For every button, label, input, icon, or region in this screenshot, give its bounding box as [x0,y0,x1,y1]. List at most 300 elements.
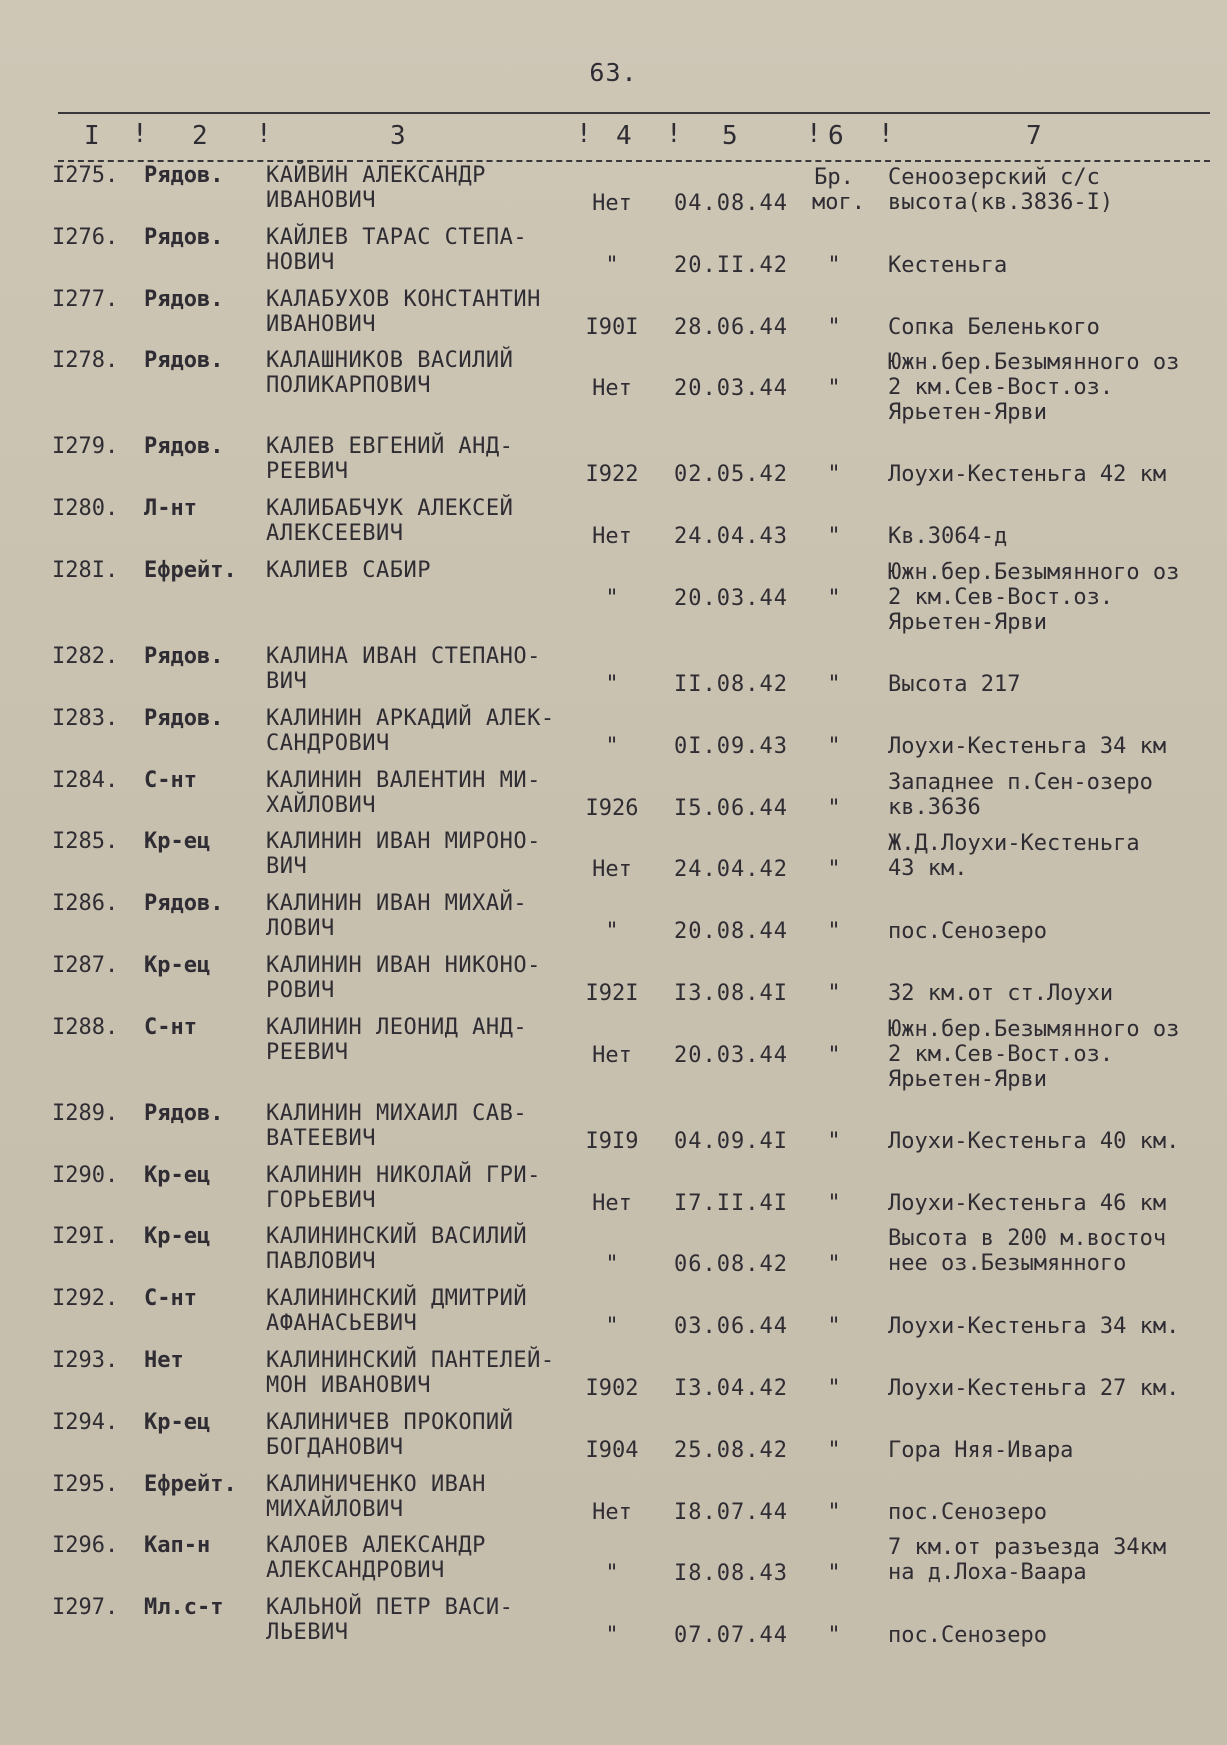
table-row [0,558,1227,644]
burial-place [888,1226,1166,1276]
full-name [266,829,541,879]
full-name-line: ХАЙЛОВИЧ [266,792,376,818]
column-header-6: 6 [828,121,846,151]
record-number: I280. [52,496,119,522]
burial-type [812,376,856,401]
burial-type-line: " [827,1623,841,1649]
full-name-line: АФАНАСЬЕВИЧ [266,1311,418,1337]
full-name-line: РОВИЧ [266,977,335,1003]
full-name-line: КАЛИНА ИВАН СТЕПАНО- [266,643,541,669]
burial-place [888,350,1179,425]
burial-place-line: Лоухи-Кестеньга 42 км [888,462,1167,488]
burial-place-line: Южн.бер.Безымянного оз [888,350,1180,376]
birth-year: " [605,671,619,697]
full-name-line: РЕЕВИЧ [266,459,349,485]
military-rank: Рядов. [144,224,224,250]
casualty-list [0,163,1227,1657]
full-name-line: КАЛИНИНСКИЙ ВАСИЛИЙ [266,1224,528,1250]
burial-place-line: Лоухи-Кестеньга 34 км [888,733,1167,759]
burial-type [812,919,856,944]
death-date: 03.06.44 [674,1314,788,1340]
burial-place [888,1535,1166,1585]
military-rank: Рядов. [144,163,224,188]
full-name [266,1015,527,1065]
burial-place-line: пос.Сенозеро [888,1623,1047,1649]
table-row [0,706,1227,768]
burial-place [888,1017,1179,1092]
burial-type-line: " [827,1128,841,1154]
table-row [0,644,1227,706]
burial-place [888,462,1166,487]
burial-place-line: Лоухи-Кестеньга 46 км [888,1190,1167,1216]
burial-place [888,315,1100,340]
header-top-rule [58,112,1210,114]
full-name-line: КАЛИНИЧЕНКО ИВАН [266,1471,486,1497]
birth-year: " [605,919,619,945]
full-name [266,891,527,941]
record-number: I278. [52,348,119,374]
burial-type [812,1043,856,1068]
column-header-4: 4 [616,121,634,151]
death-date: I8.07.44 [674,1499,788,1525]
death-date: 28.06.44 [674,314,788,340]
birth-year: I922 [585,462,639,488]
full-name [266,496,513,546]
burial-type-line: " [827,1375,841,1401]
full-name-line: САНДРОВИЧ [266,730,390,756]
full-name [266,1101,527,1151]
full-name [266,1348,555,1398]
birth-year: Нет [592,1190,632,1216]
burial-place [888,1129,1179,1154]
burial-type [812,1376,856,1401]
birth-year: Нет [592,191,632,216]
burial-place [888,1623,1047,1648]
death-date: 20.II.42 [674,252,788,278]
table-row [0,1101,1227,1163]
burial-type [812,672,856,697]
burial-place [888,734,1166,759]
table-row [0,496,1227,558]
table-row [0,1595,1227,1657]
full-name-line: КАЛИНИН НИКОЛАЙ ГРИ- [266,1162,541,1188]
death-date: 04.09.4I [674,1128,788,1154]
burial-place [888,1500,1047,1525]
birth-year: " [605,1314,619,1340]
burial-type-line: " [827,462,841,488]
burial-place [888,1438,1073,1463]
burial-place-line: кв.3636 [888,794,981,820]
full-name-line: ГОРЬЕВИЧ [266,1187,376,1213]
full-name-line: РЕЕВИЧ [266,1039,349,1065]
burial-place [888,672,1020,697]
burial-type-line: " [827,585,841,611]
record-number: I282. [52,643,119,669]
burial-type [812,315,856,340]
burial-place [888,770,1153,820]
death-date: 20.03.44 [674,376,788,402]
column-header-5: 5 [722,121,740,151]
burial-place-line: высота(кв.3836-I) [888,190,1114,215]
full-name-line: КАЛИЕВ САБИР [266,557,431,583]
burial-place [888,831,1140,881]
burial-place-line: Лоухи-Кестеньга 34 км. [888,1314,1180,1340]
burial-type-line: " [827,1561,841,1587]
burial-place [888,981,1113,1006]
military-rank: С-нт [144,1014,197,1040]
header-bottom-rule [58,160,1210,162]
death-date: 02.05.42 [674,462,788,488]
burial-place-line: Южн.бер.Безымянного оз [888,559,1180,585]
burial-type [812,1314,856,1339]
full-name [266,163,486,213]
burial-type [812,857,856,882]
burial-type-line: " [827,671,841,697]
burial-type-line: " [827,376,841,402]
birth-year: Нет [592,1042,632,1068]
column-header-2: 2 [192,121,210,151]
burial-type-line: " [827,252,841,278]
death-date: 20.03.44 [674,585,788,611]
death-date: 20.03.44 [674,1042,788,1068]
full-name [266,1533,486,1583]
burial-place-line: 43 км. [888,856,968,882]
military-rank: Ефрейт. [144,1471,237,1497]
full-name-line: ВИЧ [266,668,308,694]
burial-type-line: " [827,314,841,340]
full-name-line: КАЛИНИН МИХАИЛ САВ- [266,1100,528,1126]
birth-year: " [605,733,619,759]
full-name-line: ПАВЛОВИЧ [266,1249,376,1275]
burial-type [812,1438,856,1463]
military-rank: Рядов. [144,1100,224,1126]
burial-place-line: Ж.Д.Лоухи-Кестеньга [888,831,1140,857]
military-rank: Кр-ец [144,1162,211,1188]
death-date: I3.04.42 [674,1375,788,1401]
birth-year: I90I [585,314,639,340]
record-number: I292. [52,1286,119,1312]
full-name [266,1410,513,1460]
birth-year: I904 [585,1437,639,1463]
full-name-line: КАЛИНИН ИВАН МИРОНО- [266,829,541,855]
full-name-line: КАЛЕВ ЕВГЕНИЙ АНД- [266,434,514,460]
full-name [266,348,513,398]
table-row [0,348,1227,434]
full-name-line: КАЛАБУХОВ КОНСТАНТИН [266,286,541,312]
death-date: 04.08.44 [674,191,788,216]
burial-type-line: " [827,980,841,1006]
table-row [0,225,1227,287]
burial-type [812,462,856,487]
burial-place-line: 2 км.Сев-Вост.оз. [888,375,1114,401]
military-rank: Л-нт [144,496,197,522]
burial-type [812,1252,856,1277]
full-name-line: ЛОВИЧ [266,916,335,942]
military-rank: Рядов. [144,434,224,460]
full-name [266,1286,527,1336]
burial-place-line: Ярьетен-Ярви [888,609,1047,635]
full-name-line: КАЛИНИНСКИЙ ПАНТЕЛЕЙ- [266,1347,555,1373]
death-date: I8.08.43 [674,1561,788,1587]
full-name [266,287,541,337]
table-row [0,434,1227,496]
record-number: I294. [52,1409,119,1435]
record-number: I290. [52,1162,119,1188]
full-name-line: КАЛИНИН ИВАН НИКОНО- [266,952,541,978]
burial-place-line: Лоухи-Кестеньга 40 км. [888,1128,1180,1154]
burial-place-line: 32 км.от ст.Лоухи [888,980,1114,1006]
birth-year: I902 [585,1375,639,1401]
burial-place-line: Лоухи-Кестеньга 27 км. [888,1375,1180,1401]
table-row [0,1015,1227,1101]
table-row [0,1410,1227,1472]
death-date: 20.08.44 [674,919,788,945]
table-row [0,287,1227,349]
table-row [0,953,1227,1015]
birth-year: " [605,252,619,278]
full-name [266,768,541,818]
full-name-line: КАЛИНИН ВАЛЕНТИН МИ- [266,767,541,793]
burial-place-line: Ярьетен-Ярви [888,400,1047,426]
table-row [0,163,1227,225]
burial-place-line: нее оз.Безымянного [888,1251,1127,1277]
record-number: I28I. [52,557,119,583]
table-row [0,1533,1227,1595]
full-name-line: КАЛАШНИКОВ ВАСИЛИЙ [266,348,514,374]
birth-year: Нет [592,376,632,402]
column-header-1: I [84,121,102,151]
burial-type [812,1561,856,1586]
record-number: I286. [52,891,119,917]
burial-place-line: на д.Лоха-Ваара [888,1560,1087,1586]
burial-type-line: " [827,733,841,759]
full-name-line: АЛЕКСАНДРОВИЧ [266,1558,445,1584]
burial-place [888,919,1047,944]
full-name-line: КАЛИНИНСКИЙ ДМИТРИЙ [266,1286,528,1312]
burial-place-line: пос.Сенозеро [888,1499,1047,1525]
page-number: 63. [589,58,638,87]
death-date: I5.06.44 [674,795,788,821]
full-name-line: КАЛИНИН ЛЕОНИД АНД- [266,1014,528,1040]
burial-type-line: " [827,524,841,550]
column-separator: ! [806,119,822,149]
military-rank: Рядов. [144,348,224,374]
burial-place-line: Кв.3064-д [888,524,1008,550]
record-number: I288. [52,1014,119,1040]
full-name [266,1595,513,1645]
birth-year: " [605,585,619,611]
death-date: 25.08.42 [674,1437,788,1463]
burial-type [812,734,856,759]
burial-place-line: 7 км.от разъезда 34км [888,1535,1167,1561]
burial-place [888,1191,1166,1216]
column-separator: ! [576,119,592,149]
full-name [266,225,527,275]
burial-type [812,796,856,821]
military-rank: Ефрейт. [144,557,237,583]
burial-type-line: " [827,1042,841,1068]
military-rank: Рядов. [144,643,224,669]
burial-type-line: " [827,1314,841,1340]
record-number: I296. [52,1533,119,1559]
death-date: 07.07.44 [674,1623,788,1649]
record-number: I285. [52,829,119,855]
birth-year: " [605,1252,619,1278]
burial-place-line: Сопка Беленького [888,314,1100,340]
burial-type-line: мог. [812,190,865,215]
burial-type-line: Бр. [814,165,854,190]
table-row [0,829,1227,891]
birth-year: I9I9 [585,1128,639,1154]
burial-type-line: " [827,1252,841,1278]
burial-type [812,165,865,215]
column-separator: ! [256,119,272,149]
full-name-line: ЛЬЕВИЧ [266,1620,349,1646]
full-name-line: МИХАЙЛОВИЧ [266,1496,404,1522]
burial-type [812,981,856,1006]
record-number: I29I. [52,1224,119,1250]
birth-year: " [605,1561,619,1587]
burial-place-line: Западнее п.Сен-озеро [888,769,1153,795]
military-rank: Кап-н [144,1533,211,1559]
column-separator: ! [666,119,682,149]
full-name-line: КАЙВИН АЛЕКСАНДР [266,163,486,188]
table-row [0,1286,1227,1348]
death-date: 06.08.42 [674,1252,788,1278]
death-date: I3.08.4I [674,980,788,1006]
burial-place-line: 2 км.Сев-Вост.оз. [888,584,1114,610]
birth-year: Нет [592,857,632,883]
record-number: I293. [52,1347,119,1373]
table-row [0,1224,1227,1286]
record-number: I287. [52,952,119,978]
military-rank: Рядов. [144,705,224,731]
burial-place [888,524,1007,549]
burial-place-line: 2 км.Сев-Вост.оз. [888,1041,1114,1067]
full-name-line: ВАТЕЕВИЧ [266,1125,376,1151]
column-header-7: 7 [1026,121,1044,151]
burial-type [812,1191,856,1216]
military-rank: Рядов. [144,286,224,312]
full-name-line: КАЛЬНОЙ ПЕТР ВАСИ- [266,1595,514,1621]
full-name-line: КАЛИНИН ИВАН МИХАЙ- [266,891,528,917]
military-rank: С-нт [144,1286,197,1312]
burial-type-line: " [827,919,841,945]
burial-type [812,1623,856,1648]
full-name [266,558,431,583]
full-name-line: НОВИЧ [266,249,335,275]
record-number: I284. [52,767,119,793]
death-date: 0I.09.43 [674,733,788,759]
burial-place-line: пос.Сенозеро [888,919,1047,945]
table-row [0,768,1227,830]
table-row [0,1163,1227,1225]
full-name [266,953,541,1003]
record-number: I275. [52,163,119,188]
full-name-line: КАЛИБАБЧУК АЛЕКСЕЙ [266,496,514,522]
burial-type-line: " [827,1499,841,1525]
burial-type [812,1129,856,1154]
military-rank: Кр-ец [144,829,211,855]
burial-type-line: " [827,1190,841,1216]
full-name-line: ИВАНОВИЧ [266,188,376,213]
birth-year: Нет [592,1499,632,1525]
burial-place [888,165,1113,215]
military-rank: С-нт [144,767,197,793]
burial-place-line: Гора Няя-Ивара [888,1437,1074,1463]
military-rank: Нет [144,1347,184,1373]
record-number: I297. [52,1595,119,1621]
birth-year: Нет [592,524,632,550]
burial-type-line: " [827,857,841,883]
death-date: I7.II.4I [674,1190,788,1216]
burial-place [888,1376,1179,1401]
military-rank: Мл.с-т [144,1595,224,1621]
burial-type [812,253,856,278]
full-name [266,1472,486,1522]
full-name-line: КАЛИНИЧЕВ ПРОКОПИЙ [266,1409,514,1435]
full-name [266,1224,527,1274]
military-rank: Кр-ец [144,1409,211,1435]
military-rank: Рядов. [144,891,224,917]
record-number: I295. [52,1471,119,1497]
birth-year: " [605,1623,619,1649]
death-date: II.08.42 [674,671,788,697]
burial-place-line: Южн.бер.Безымянного оз [888,1016,1180,1042]
column-header-3: 3 [390,121,408,151]
burial-place [888,560,1179,635]
burial-type-line: " [827,795,841,821]
burial-place [888,1314,1179,1339]
full-name-line: БОГДАНОВИЧ [266,1434,404,1460]
table-row [0,1348,1227,1410]
military-rank: Кр-ец [144,952,211,978]
record-number: I276. [52,224,119,250]
full-name-line: МОН ИВАНОВИЧ [266,1372,431,1398]
table-row [0,1472,1227,1534]
burial-place-line: Сеноозерский с/с [888,165,1100,190]
burial-type [812,586,856,611]
burial-place-line: Ярьетен-Ярви [888,1066,1047,1092]
column-separator: ! [132,119,148,149]
birth-year: I92I [585,980,639,1006]
burial-place-line: Кестеньга [888,252,1008,278]
record-number: I279. [52,434,119,460]
record-number: I277. [52,286,119,312]
full-name [266,644,541,694]
full-name-line: КАЛИНИН АРКАДИЙ АЛЕК- [266,705,555,731]
birth-year: I926 [585,795,639,821]
full-name-line: ИВАНОВИЧ [266,311,376,337]
full-name [266,706,555,756]
burial-place-line: Высота 217 [888,671,1021,697]
burial-place-line: Высота в 200 м.восточ [888,1226,1167,1252]
death-date: 24.04.43 [674,524,788,550]
full-name-line: ВИЧ [266,854,308,880]
record-number: I289. [52,1100,119,1126]
burial-type [812,1500,856,1525]
burial-type [812,524,856,549]
table-row [0,891,1227,953]
record-number: I283. [52,705,119,731]
full-name [266,1163,541,1213]
burial-type-line: " [827,1437,841,1463]
full-name [266,434,513,484]
burial-place [888,253,1007,278]
full-name-line: КАЙЛЕВ ТАРАС СТЕПА- [266,224,528,250]
full-name-line: АЛЕКСЕЕВИЧ [266,521,404,547]
full-name-line: ПОЛИКАРПОВИЧ [266,373,431,399]
